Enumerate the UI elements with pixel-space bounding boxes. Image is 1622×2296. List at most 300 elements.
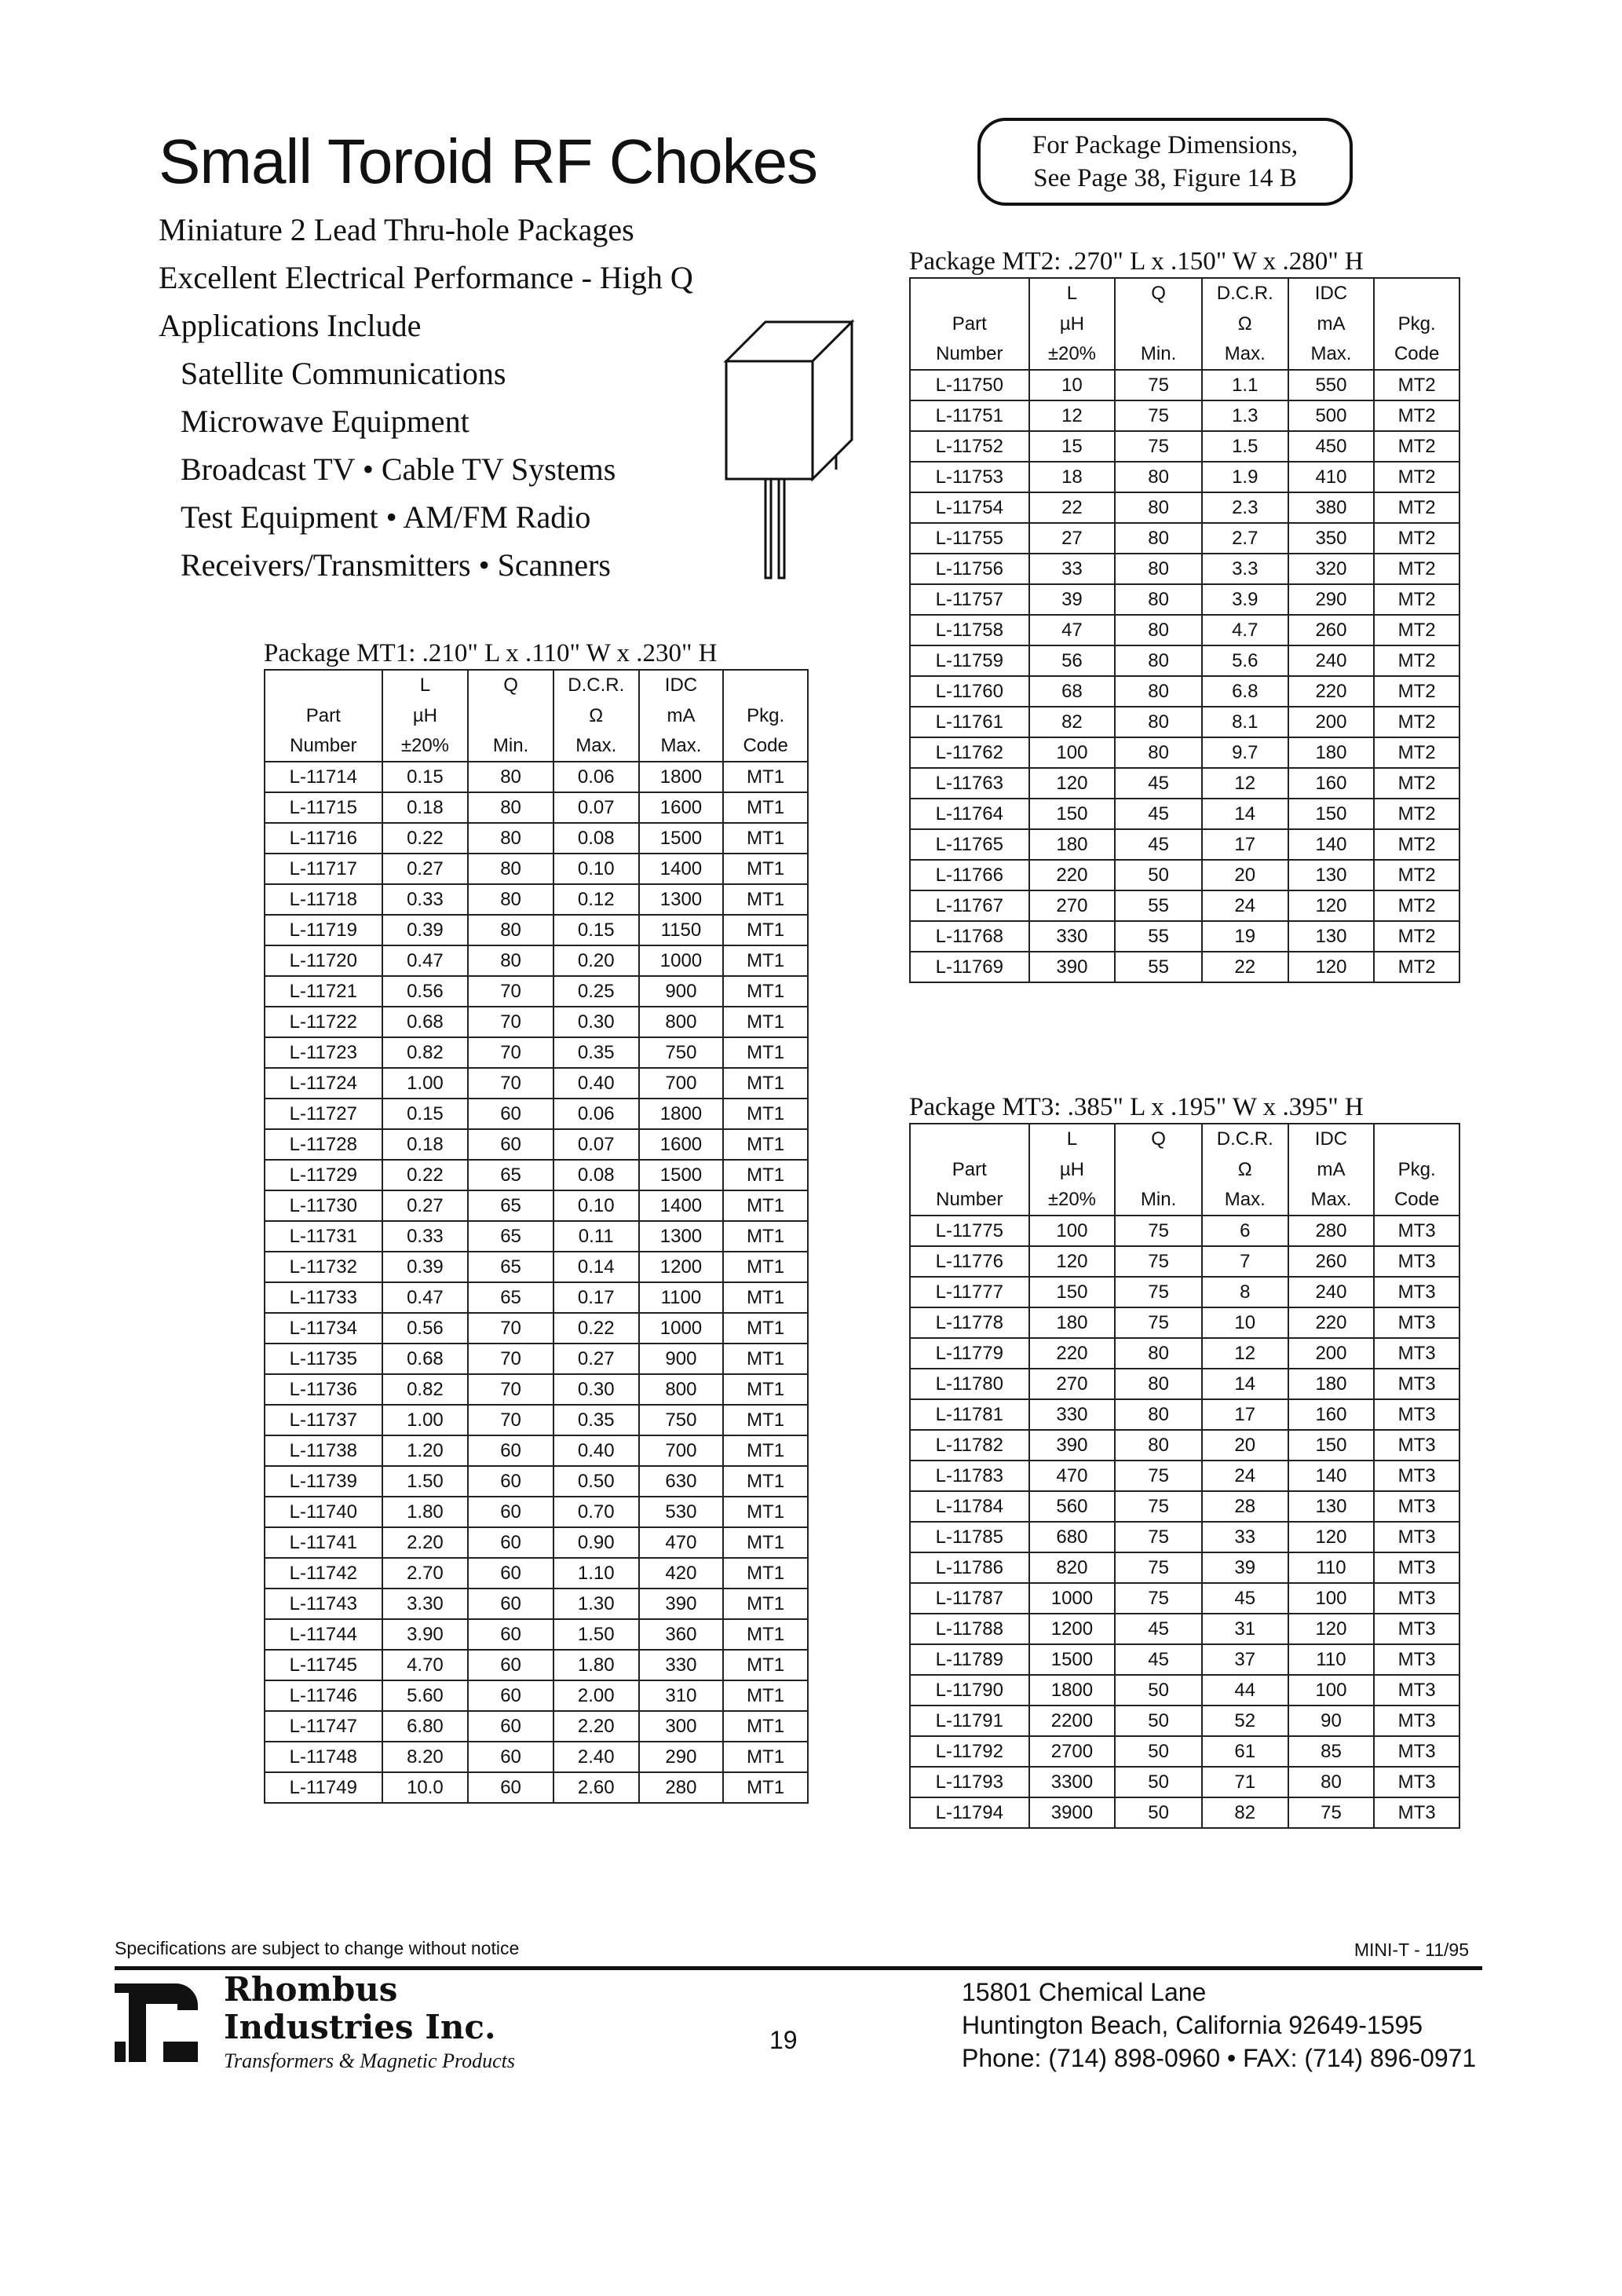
- table-cell: 60: [468, 1527, 553, 1558]
- table-row: [265, 1344, 808, 1374]
- table-cell: MT1: [723, 1252, 808, 1282]
- table-header-cell: [265, 670, 382, 700]
- table-cell: 80: [468, 792, 553, 823]
- application-item: Broadcast TV • Cable TV Systems: [181, 452, 616, 487]
- table-cell: L-11758: [910, 615, 1029, 645]
- table-cell: 45: [1115, 1644, 1202, 1675]
- table-cell: 68: [1029, 676, 1116, 707]
- table-cell: 280: [639, 1772, 724, 1803]
- table-cell: 220: [1029, 1338, 1116, 1369]
- page-title: Small Toroid RF Chokes: [159, 126, 818, 196]
- table-cell: MT2: [1374, 584, 1459, 615]
- table-header-cell: Code: [1374, 1185, 1459, 1216]
- table-cell: L-11742: [265, 1558, 382, 1589]
- table-cell: MT2: [1374, 707, 1459, 737]
- table-row: [265, 945, 808, 976]
- table-cell: 3.30: [382, 1589, 469, 1619]
- table-cell: L-11723: [265, 1037, 382, 1068]
- table-cell: MT2: [1374, 737, 1459, 768]
- table-cell: L-11764: [910, 799, 1029, 829]
- table-row: [910, 554, 1459, 584]
- table-cell: 150: [1288, 799, 1375, 829]
- table-cell: 330: [1029, 1399, 1116, 1430]
- table-cell: 31: [1202, 1614, 1288, 1644]
- table-cell: 140: [1288, 829, 1375, 860]
- table-row: [265, 1772, 808, 1803]
- table-header-cell: Q: [468, 670, 553, 700]
- table-cell: 75: [1115, 431, 1202, 462]
- table-row: [265, 1099, 808, 1129]
- table-cell: 1.1: [1202, 370, 1288, 400]
- table-cell: 3.90: [382, 1619, 469, 1650]
- table-row: [910, 615, 1459, 645]
- table-row: [910, 737, 1459, 768]
- table-cell: 2200: [1029, 1706, 1116, 1736]
- table-cell: MT1: [723, 1190, 808, 1221]
- table-cell: L-11781: [910, 1399, 1029, 1430]
- table-cell: 80: [1115, 645, 1202, 676]
- table-cell: L-11738: [265, 1435, 382, 1466]
- table-cell: MT1: [723, 915, 808, 945]
- table-cell: 1600: [639, 792, 724, 823]
- table-row: [265, 1711, 808, 1742]
- table-cell: 80: [1115, 1399, 1202, 1430]
- table-cell: L-11754: [910, 492, 1029, 523]
- table-header-cell: L: [1029, 278, 1116, 309]
- table-row: [910, 1491, 1459, 1522]
- table-cell: 130: [1288, 860, 1375, 890]
- table-cell: MT1: [723, 1619, 808, 1650]
- table-cell: MT2: [1374, 890, 1459, 921]
- table-row: [265, 762, 808, 792]
- table-cell: L-11765: [910, 829, 1029, 860]
- table-cell: 1.20: [382, 1435, 469, 1466]
- table-cell: 1.50: [382, 1466, 469, 1497]
- company-name-line2: Industries Inc.: [224, 2008, 496, 2046]
- table-cell: L-11730: [265, 1190, 382, 1221]
- table-cell: 0.25: [553, 976, 639, 1007]
- table-cell: 330: [1029, 921, 1116, 952]
- table-cell: 180: [1288, 737, 1375, 768]
- table-cell: 18: [1029, 462, 1116, 492]
- table-cell: 20: [1202, 1430, 1288, 1461]
- table-cell: L-11760: [910, 676, 1029, 707]
- table-cell: 470: [1029, 1461, 1116, 1491]
- table-cell: 82: [1202, 1797, 1288, 1828]
- table-cell: 0.70: [553, 1497, 639, 1527]
- table-cell: L-11777: [910, 1277, 1029, 1307]
- spec-table-mt1: [264, 669, 809, 1804]
- table-cell: 75: [1115, 1216, 1202, 1246]
- table-cell: 55: [1115, 952, 1202, 982]
- table-cell: 0.18: [382, 792, 469, 823]
- table-header-cell: [723, 670, 808, 700]
- table-cell: MT1: [723, 1068, 808, 1099]
- table-cell: 3300: [1029, 1767, 1116, 1797]
- feature-item: Miniature 2 Lead Thru-hole Packages: [159, 212, 634, 247]
- table-header-cell: Pkg.: [1374, 1154, 1459, 1185]
- company-name: Rhombus: [224, 1970, 398, 2009]
- table-cell: 290: [1288, 584, 1375, 615]
- application-item: Microwave Equipment: [181, 404, 469, 439]
- table-cell: L-11778: [910, 1307, 1029, 1338]
- table-header-cell: Pkg.: [723, 700, 808, 731]
- table-cell: 160: [1288, 768, 1375, 799]
- table-cell: 45: [1202, 1583, 1288, 1614]
- table-cell: 75: [1115, 1277, 1202, 1307]
- table-cell: L-11793: [910, 1767, 1029, 1797]
- table-cell: MT1: [723, 854, 808, 884]
- table-cell: 14: [1202, 1369, 1288, 1399]
- table-cell: 56: [1029, 645, 1116, 676]
- table-cell: MT2: [1374, 645, 1459, 676]
- table-cell: 300: [639, 1711, 724, 1742]
- table-cell: 0.10: [553, 1190, 639, 1221]
- table-cell: 9.7: [1202, 737, 1288, 768]
- table-row: [910, 1736, 1459, 1767]
- table-cell: MT2: [1374, 829, 1459, 860]
- table-row: [910, 1399, 1459, 1430]
- table-cell: L-11719: [265, 915, 382, 945]
- table-cell: 27: [1029, 523, 1116, 554]
- table-cell: 12: [1202, 1338, 1288, 1369]
- table-cell: 410: [1288, 462, 1375, 492]
- table-cell: MT2: [1374, 523, 1459, 554]
- table-cell: 1.30: [553, 1589, 639, 1619]
- table-cell: MT1: [723, 1221, 808, 1252]
- table-cell: 0.56: [382, 976, 469, 1007]
- table-cell: 2.40: [553, 1742, 639, 1772]
- table-cell: 5.60: [382, 1680, 469, 1711]
- table-cell: L-11749: [265, 1772, 382, 1803]
- table-cell: 19: [1202, 921, 1288, 952]
- table-row: [265, 1680, 808, 1711]
- table-cell: 0.06: [553, 1099, 639, 1129]
- table-cell: L-11721: [265, 976, 382, 1007]
- table-header-cell: Number: [910, 339, 1029, 370]
- table-cell: L-11756: [910, 554, 1029, 584]
- table-cell: 3.9: [1202, 584, 1288, 615]
- table-row: [910, 707, 1459, 737]
- table-cell: L-11714: [265, 762, 382, 792]
- table-row: [265, 1068, 808, 1099]
- table-caption-mt3: Package MT3: .385" L x .195" W x .395" H: [909, 1093, 1364, 1121]
- table-cell: MT1: [723, 1037, 808, 1068]
- table-cell: L-11761: [910, 707, 1029, 737]
- table-cell: L-11759: [910, 645, 1029, 676]
- table-cell: 80: [468, 823, 553, 854]
- table-cell: 75: [1115, 1307, 1202, 1338]
- table-cell: 100: [1029, 737, 1116, 768]
- table-cell: MT2: [1374, 370, 1459, 400]
- table-cell: 60: [468, 1680, 553, 1711]
- table-cell: L-11788: [910, 1614, 1029, 1644]
- table-cell: L-11720: [265, 945, 382, 976]
- table-cell: L-11729: [265, 1160, 382, 1190]
- table-header-row: [910, 1124, 1459, 1154]
- table-cell: 1500: [639, 1160, 724, 1190]
- table-cell: 0.40: [553, 1068, 639, 1099]
- feature-item: Excellent Electrical Performance - High Q: [159, 260, 693, 295]
- table-cell: 1.80: [382, 1497, 469, 1527]
- table-header-cell: Min.: [1115, 339, 1202, 370]
- table-cell: 130: [1288, 921, 1375, 952]
- table-cell: MT1: [723, 976, 808, 1007]
- table-cell: L-11783: [910, 1461, 1029, 1491]
- table-row: [910, 584, 1459, 615]
- table-header-row: [910, 309, 1459, 339]
- table-cell: 17: [1202, 1399, 1288, 1430]
- table-cell: L-11716: [265, 823, 382, 854]
- table-header-cell: Ω: [553, 700, 639, 731]
- table-header-cell: Max.: [1202, 339, 1288, 370]
- table-cell: 1800: [639, 1099, 724, 1129]
- table-cell: 390: [639, 1589, 724, 1619]
- table-cell: 110: [1288, 1552, 1375, 1583]
- table-header-cell: ±20%: [1029, 1185, 1116, 1216]
- table-cell: L-11790: [910, 1675, 1029, 1706]
- table-row: [265, 1527, 808, 1558]
- table-cell: 0.07: [553, 1129, 639, 1160]
- table-cell: L-11750: [910, 370, 1029, 400]
- table-cell: 0.30: [553, 1007, 639, 1037]
- table-cell: 0.82: [382, 1037, 469, 1068]
- table-row: [265, 1374, 808, 1405]
- table-cell: MT1: [723, 1589, 808, 1619]
- table-cell: 71: [1202, 1767, 1288, 1797]
- table-cell: 70: [468, 1405, 553, 1435]
- table-cell: 1500: [639, 823, 724, 854]
- table-row: [910, 829, 1459, 860]
- table-cell: L-11752: [910, 431, 1029, 462]
- table-row: [265, 823, 808, 854]
- table-cell: L-11733: [265, 1282, 382, 1313]
- application-item: Receivers/Transmitters • Scanners: [181, 547, 611, 583]
- table-cell: 200: [1288, 1338, 1375, 1369]
- table-cell: 22: [1202, 952, 1288, 982]
- table-cell: L-11747: [265, 1711, 382, 1742]
- table-row: [910, 1522, 1459, 1552]
- table-cell: 80: [1288, 1767, 1375, 1797]
- table-row: [910, 523, 1459, 554]
- table-row: [910, 1307, 1459, 1338]
- table-cell: 0.15: [553, 915, 639, 945]
- table-cell: 75: [1288, 1797, 1375, 1828]
- table-cell: 45: [1115, 799, 1202, 829]
- table-header-cell: µH: [1029, 309, 1116, 339]
- table-cell: 470: [639, 1527, 724, 1558]
- table-cell: 390: [1029, 1430, 1116, 1461]
- table-cell: 4.70: [382, 1650, 469, 1680]
- table-cell: L-11740: [265, 1497, 382, 1527]
- table-row: [910, 1369, 1459, 1399]
- table-header-cell: Part: [265, 700, 382, 731]
- table-cell: 2.20: [382, 1527, 469, 1558]
- table-cell: 50: [1115, 1736, 1202, 1767]
- table-cell: 1400: [639, 854, 724, 884]
- table-cell: 900: [639, 1344, 724, 1374]
- table-cell: 0.22: [382, 823, 469, 854]
- table-cell: L-11735: [265, 1344, 382, 1374]
- table-cell: L-11776: [910, 1246, 1029, 1277]
- table-header-cell: µH: [1029, 1154, 1116, 1185]
- table-header-cell: Min.: [468, 731, 553, 762]
- table-cell: 45: [1115, 768, 1202, 799]
- table-row: [265, 1007, 808, 1037]
- table-cell: 1.10: [553, 1558, 639, 1589]
- table-row: [910, 1216, 1459, 1246]
- table-cell: L-11724: [265, 1068, 382, 1099]
- table-cell: 70: [468, 1037, 553, 1068]
- table-cell: MT3: [1374, 1491, 1459, 1522]
- table-cell: 65: [468, 1282, 553, 1313]
- table-row: [265, 1252, 808, 1282]
- table-cell: 330: [639, 1650, 724, 1680]
- table-cell: MT3: [1374, 1767, 1459, 1797]
- table-row: [910, 370, 1459, 400]
- table-cell: 0.68: [382, 1344, 469, 1374]
- table-cell: 260: [1288, 1246, 1375, 1277]
- table-cell: 0.11: [553, 1221, 639, 1252]
- table-header-row: [910, 278, 1459, 309]
- table-cell: L-11734: [265, 1313, 382, 1344]
- table-cell: 2.60: [553, 1772, 639, 1803]
- table-cell: 290: [639, 1742, 724, 1772]
- table-cell: 100: [1288, 1583, 1375, 1614]
- table-cell: 0.90: [553, 1527, 639, 1558]
- table-row: [910, 952, 1459, 982]
- table-cell: 80: [1115, 584, 1202, 615]
- table-header-cell: [910, 278, 1029, 309]
- table-cell: 1.5: [1202, 431, 1288, 462]
- table-cell: 1150: [639, 915, 724, 945]
- table-cell: 0.20: [553, 945, 639, 976]
- table-cell: 350: [1288, 523, 1375, 554]
- table-cell: L-11768: [910, 921, 1029, 952]
- table-cell: L-11753: [910, 462, 1029, 492]
- table-cell: 2.00: [553, 1680, 639, 1711]
- table-cell: 260: [1288, 615, 1375, 645]
- table-cell: MT1: [723, 762, 808, 792]
- table-cell: 100: [1029, 1216, 1116, 1246]
- table-cell: MT3: [1374, 1216, 1459, 1246]
- table-cell: 0.12: [553, 884, 639, 915]
- table-cell: MT2: [1374, 676, 1459, 707]
- table-cell: 0.08: [553, 1160, 639, 1190]
- table-row: [265, 1221, 808, 1252]
- table-row: [910, 1583, 1459, 1614]
- table-cell: 1500: [1029, 1644, 1116, 1675]
- table-cell: MT3: [1374, 1399, 1459, 1430]
- table-cell: 52: [1202, 1706, 1288, 1736]
- table-cell: 60: [468, 1497, 553, 1527]
- table-cell: MT1: [723, 1650, 808, 1680]
- table-cell: 0.50: [553, 1466, 639, 1497]
- table-cell: 700: [639, 1435, 724, 1466]
- table-cell: 560: [1029, 1491, 1116, 1522]
- table-cell: L-11767: [910, 890, 1029, 921]
- table-cell: MT3: [1374, 1338, 1459, 1369]
- table-cell: 80: [1115, 492, 1202, 523]
- table-cell: 120: [1029, 768, 1116, 799]
- table-header-cell: Max.: [553, 731, 639, 762]
- table-cell: 80: [1115, 523, 1202, 554]
- table-cell: L-11727: [265, 1099, 382, 1129]
- table-cell: 2.7: [1202, 523, 1288, 554]
- table-cell: 61: [1202, 1736, 1288, 1767]
- table-cell: L-11791: [910, 1706, 1029, 1736]
- table-header-cell: IDC: [639, 670, 724, 700]
- table-row: [910, 799, 1459, 829]
- table-cell: 150: [1288, 1430, 1375, 1461]
- table-cell: 140: [1288, 1461, 1375, 1491]
- table-cell: 37: [1202, 1644, 1288, 1675]
- table-cell: 70: [468, 1007, 553, 1037]
- table-cell: 45: [1115, 829, 1202, 860]
- table-row: [265, 976, 808, 1007]
- table-cell: 82: [1029, 707, 1116, 737]
- table-cell: 80: [468, 915, 553, 945]
- table-cell: 1600: [639, 1129, 724, 1160]
- table-cell: 680: [1029, 1522, 1116, 1552]
- table-cell: 65: [468, 1190, 553, 1221]
- table-cell: L-11741: [265, 1527, 382, 1558]
- table-cell: MT2: [1374, 615, 1459, 645]
- company-address: 15801 Chemical Lane Huntington Beach, California 92649-1595 Phone: (714) 898-0960 • FAX: (714) 896-0971: [962, 1978, 1477, 2072]
- table-cell: 60: [468, 1129, 553, 1160]
- table-row: [910, 400, 1459, 431]
- table-row: [265, 1558, 808, 1589]
- table-row: [265, 1619, 808, 1650]
- table-cell: 3900: [1029, 1797, 1116, 1828]
- feature-list: [159, 206, 693, 589]
- table-cell: MT3: [1374, 1644, 1459, 1675]
- table-header-cell: Q: [1115, 278, 1202, 309]
- table-header-cell: IDC: [1288, 1124, 1375, 1154]
- table-cell: 900: [639, 976, 724, 1007]
- table-cell: 0.06: [553, 762, 639, 792]
- table-cell: L-11715: [265, 792, 382, 823]
- table-cell: 50: [1115, 1706, 1202, 1736]
- table-header-cell: D.C.R.: [1202, 278, 1288, 309]
- table-header-cell: Code: [1374, 339, 1459, 370]
- table-cell: L-11755: [910, 523, 1029, 554]
- table-cell: 1000: [639, 945, 724, 976]
- table-row: [910, 645, 1459, 676]
- table-cell: 100: [1288, 1675, 1375, 1706]
- page-number: 19: [769, 2026, 798, 2054]
- table-cell: 380: [1288, 492, 1375, 523]
- table-row: [265, 884, 808, 915]
- table-row: [265, 1129, 808, 1160]
- table-cell: 50: [1115, 1767, 1202, 1797]
- table-cell: MT2: [1374, 400, 1459, 431]
- table-cell: 55: [1115, 890, 1202, 921]
- table-cell: 39: [1029, 584, 1116, 615]
- table-cell: MT1: [723, 945, 808, 976]
- table-cell: 1.00: [382, 1405, 469, 1435]
- table-cell: 2.3: [1202, 492, 1288, 523]
- table-cell: MT1: [723, 1344, 808, 1374]
- table-cell: 80: [1115, 615, 1202, 645]
- table-cell: MT1: [723, 1099, 808, 1129]
- table-cell: L-11737: [265, 1405, 382, 1435]
- table-cell: 60: [468, 1558, 553, 1589]
- table-cell: L-11787: [910, 1583, 1029, 1614]
- table-row: [265, 1405, 808, 1435]
- table-cell: 750: [639, 1405, 724, 1435]
- table-cell: 0.27: [382, 1190, 469, 1221]
